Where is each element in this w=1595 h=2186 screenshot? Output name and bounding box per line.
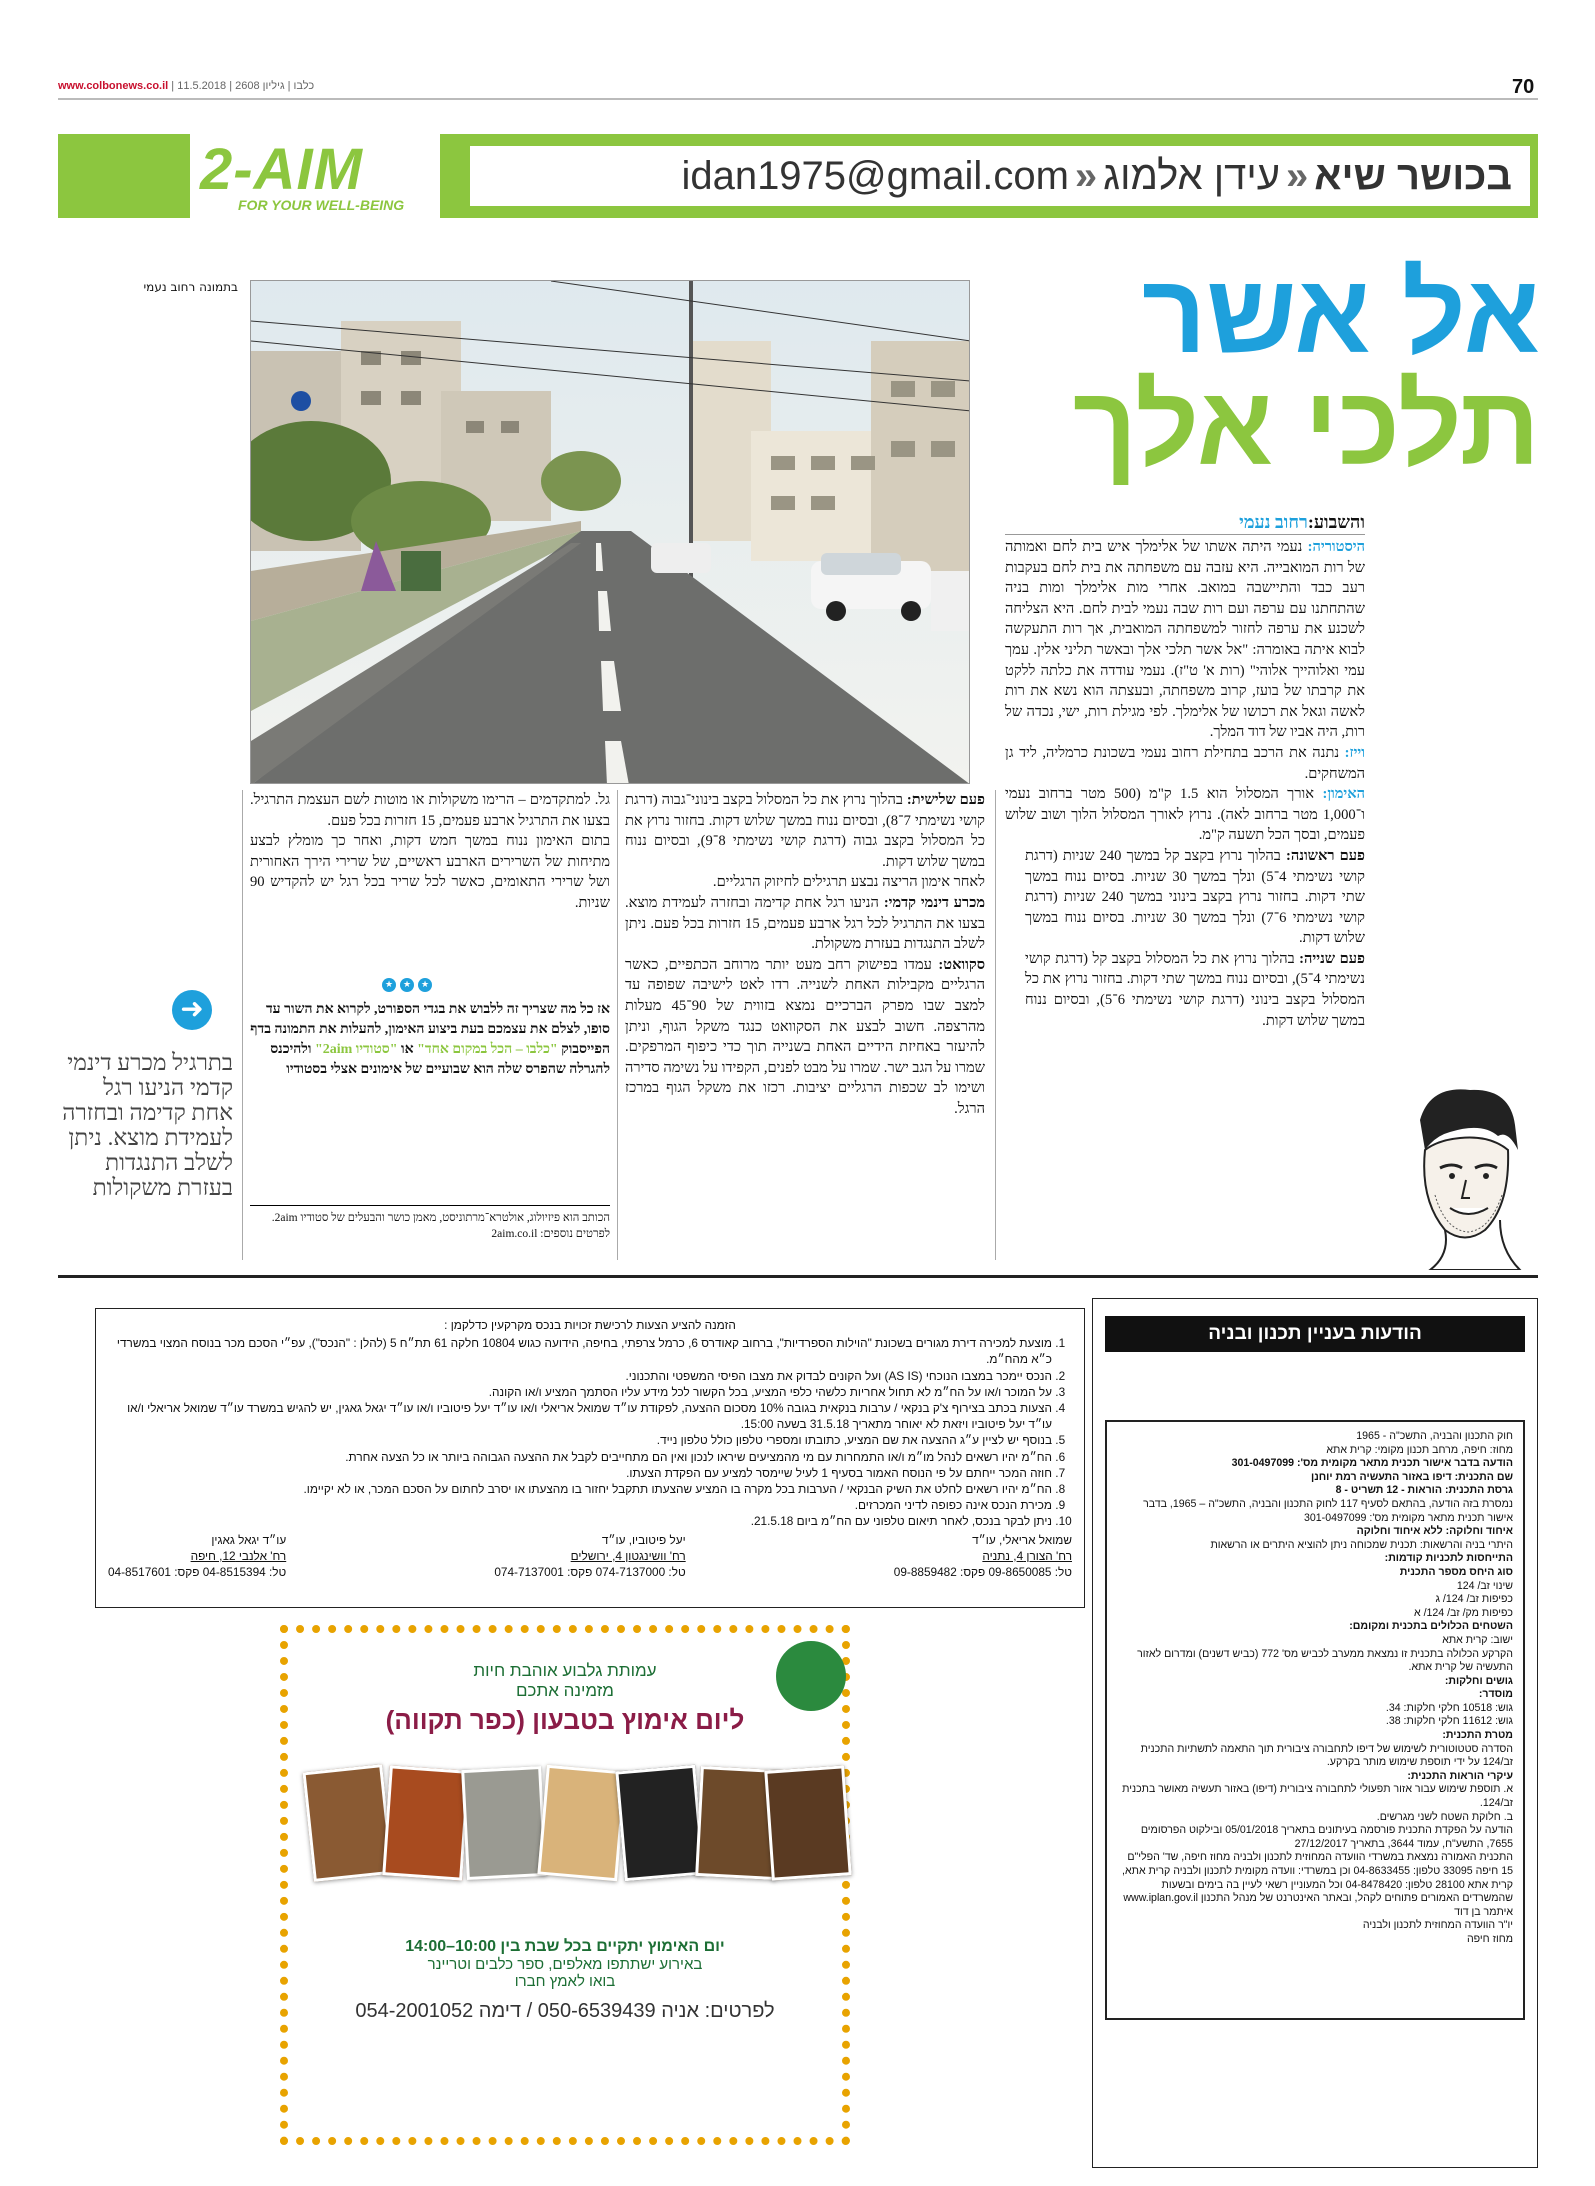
week-street: רחוב נעמי bbox=[1239, 512, 1308, 532]
headline-line-1: אל אשר bbox=[1141, 251, 1540, 376]
facebook-page-1[interactable]: "כלבו – הכל במקום אחד" bbox=[417, 1042, 558, 1057]
closing-text: אז כל מה שצריך זה ללבוש את בגדי הספורט, לקרוא את השור עד סופו, לצלם את עצמכם בעת ביצוע האימון, להעלות את התמונה בדף הפייסבוק bbox=[250, 1002, 610, 1057]
photo-credit: בתמונה רחוב נעמי bbox=[143, 280, 238, 294]
squat-text: עמדו בפישוק רחב מעט יותר מרוחב הכתפיים, כאשר הרגליים מקבילות האחת לשנייה. רדו לאט לישיבה שפופה עד למצב שבו מפרק הברכיים נמצא בזווית של 90־45 מעלות מהרצפה. חשוב לבצע את הסקוואט כנגד משקל הגוף, וניתן להיעזר באחיזת הידיים האחת בשנייה תוך כדי כיפוף המרפקים. שמרו על הגב ישר. שמרו על מבט לפנים, הקפידו על נשימה סדירה ושימו לב שכפות הרגליים יציבות. רכזו את משקל הגוף במרכז הרגל. bbox=[625, 956, 985, 1117]
notice-line: יו"ר הוועדה המחוזית לתכנון ולבניה bbox=[1362, 1919, 1513, 1932]
signature-name: עו״ד יגאל גאגין bbox=[211, 1532, 287, 1547]
signature-3 bbox=[108, 1532, 286, 1581]
notice-line: שינוי זב/ 124 bbox=[1456, 1579, 1513, 1592]
first-text: בהלוך נרוץ בקצב קל במשך 240 שניות (דרגת קושי נשימתי 4־5) ונלך במשך 30 שניות. בסיום ננוח במשך שתי דקות. בחזור נרוץ בקצב בינוני במשך 240 שניות (דרגת קושי נשימתי 6־7) ונלך במשך 30 שניות. בסיום ננוח במשך שלוש דקות. bbox=[1025, 847, 1365, 947]
signature-1 bbox=[894, 1532, 1072, 1581]
author-email[interactable]: idan1975@gmail.com bbox=[681, 154, 1069, 198]
closing-call-to-action bbox=[250, 1000, 610, 1080]
signature-phone: טל: 09-8650085 פקס: 09-8859482 bbox=[893, 1565, 1072, 1580]
signature-name: יעל פיטוביו, עו״ד bbox=[601, 1532, 686, 1547]
chevron-double-left-icon: « bbox=[1286, 154, 1309, 198]
tender-item: 2. הנכס יימכר במצבו הנוכחי (AS IS) ועל הקונים לבדוק את מצבו הפיסי המשפטי והתכנוני. bbox=[108, 1368, 1052, 1384]
ad-event: ליום אימוץ בטבעון (כפר תקווה) bbox=[385, 1705, 745, 1735]
site-meta bbox=[58, 80, 314, 92]
notice-line: מוסדר: bbox=[1478, 1688, 1513, 1701]
col3-paragraph-2: בתום האימון ננוח במשך חמש דקות, ואחר כך מומלץ לבצע מתיחות של השרירים הארבע ראשיים, של שרירי הירך האחורית ושל שרירי התאומים, כאשר לכל שריר בכל רגל יש להקדיש 90 שניות. bbox=[250, 833, 610, 911]
second-text: בהלוך נרוץ את כל המסלול בקצב קל (דרגת קושי נשימתי 4־5), ובסיום ננוח במשך שתי דקות. בחזור נרוץ את כל המסלול בקצב בינוני (דרגת קושי נשימתי 6־5), ובסיום ננוח במשך שלוש דקות. bbox=[1025, 950, 1366, 1029]
dog-photo bbox=[537, 1765, 626, 1882]
col3-paragraph: גל. למתקדמים – הרימו משקולות או מוטות לשם העצמת התרגיל. בצעו את התרגיל ארבע פעמים, 15 חזרות בכל פעם. bbox=[250, 792, 610, 829]
waze-label: וייז: bbox=[1344, 744, 1365, 761]
bottom-separator bbox=[58, 1275, 1538, 1278]
column-divider bbox=[617, 790, 618, 1260]
waze-text: נתנה את הרכב בתחילת רחוב נעמי בשכונת כרמליה, ליד גן המשחקים. bbox=[1005, 744, 1365, 782]
author-portrait bbox=[1390, 1080, 1540, 1270]
article-column-3 bbox=[250, 790, 610, 914]
article-column-1 bbox=[1005, 510, 1365, 1031]
tender-item: 5. בנוסף יש לציין ע״ג ההצעה את שם המציע, כתובתו ומספרי טלפון כולל טלפון נייד. bbox=[108, 1432, 1052, 1448]
signature-name: שמואל אריאלי, עו״ד bbox=[972, 1532, 1072, 1547]
notice-line: ב. חלוקת השטח לשני מגרשים. bbox=[1376, 1810, 1513, 1823]
ad-invite: מזמינה אתכם bbox=[516, 1681, 614, 1700]
notice-line: הקרקע הכלולה בתכנית זו נמצאת ממערב לכביש מס' 772 (כביש דשנים) ומדרום לאזור התעשיה של קרית אתא. bbox=[1137, 1647, 1513, 1674]
top-rule bbox=[58, 98, 1538, 100]
cat-photo bbox=[615, 1765, 704, 1882]
cat-photo bbox=[461, 1766, 547, 1880]
squat-label: סקוואט: bbox=[938, 956, 986, 973]
third-label: פעם שלישית: bbox=[906, 792, 985, 808]
signature-address: רח' אלנבי 12, חיפה bbox=[190, 1548, 287, 1563]
notice-line: גוש: 10518 חלקי חלקות: 34. bbox=[1385, 1701, 1513, 1714]
signature-phone: טל: 04-8515394 פקס: 04-8517601 bbox=[108, 1565, 287, 1580]
tender-item: 4. הצעות בכתב בצירוף צ'ק בנקאי / ערבות בנקאית בגובה 10% מסכום ההצעה, לפקודת עו״ד שמואל אריאלי ו/או עו״ד יעל פיטוביו ו/או עו״ד יגאל גאגין, יש להגיש במשרד עו״ד שמואל אריאלי ו/או עו״ד יעל פיטוביו ויזאת לא יאוחר מתאריך 31.5.18 בשעה 15:00. bbox=[108, 1400, 1052, 1432]
dog-photo bbox=[382, 1765, 469, 1880]
notice-line: סוג היחס מספר התכנית bbox=[1399, 1565, 1513, 1578]
page-number: 70 bbox=[1512, 76, 1535, 98]
ad-organization: עמותת גלבוע אוהבת חיות bbox=[473, 1661, 657, 1680]
dynamic-text: הניעו רגל אחת קדימה ובחזרה לעמידת מוצא. בצעו את התרגיל לכל רגל ארבע פעמים, 15 חזרות בכל פעם. ניתן לשלב התנגדות בעזרת משקולת. bbox=[625, 894, 985, 953]
tender-notice bbox=[95, 1308, 1085, 1608]
tender-item: 7. חוזה המכר ייחתם על פי הנוסח האמור בסעיף 1 לעיל שיימסר למציע עם הפקדת הצעתו. bbox=[108, 1465, 1052, 1481]
third-round-paragraph bbox=[625, 790, 985, 872]
section-name: בכושר שיא bbox=[1314, 154, 1512, 198]
workout-label: האימון: bbox=[1322, 786, 1366, 803]
notice-line: נמסרת בזה הודעה, בהתאם לסעיף 117 לחוק התכנון והבניה, התשכ"ה – 1965, בדבר אישור תכנית מתאר מקומית מס': 301-0497099 bbox=[1143, 1497, 1513, 1524]
facebook-page-2[interactable]: "סטודיו 2aim" bbox=[314, 1042, 398, 1057]
notice-line: הודעה על הפקדת התכנית פורסמה בעיתונים בתאריך 05/01/2018 ובילקוט הפרסומים 7655, התשע"ח, עמוד 3644, בתאריך 27/12/2017 bbox=[1140, 1824, 1513, 1850]
ad-contact: לפרטים: אניה 050-6539439 / דימה 054-2001052 bbox=[355, 2000, 775, 2022]
issue-info: | כלבו | גיליון 2608 | 11.5.2018 bbox=[171, 80, 315, 92]
banner-title bbox=[470, 146, 1530, 206]
notice-line: א. תוספת שימוש עבור אזור תפעולי לתחבורה ציבורית (דיפו) באזור תעשיה מאושר בתכנית זב/124. bbox=[1122, 1783, 1513, 1810]
tender-title: הזמנה להציע הצעות לרכישת זכויות בנכס מקרקעין כדלקמן : bbox=[444, 1318, 736, 1332]
author-name: עידן אלמוג bbox=[1103, 154, 1281, 198]
first-label: פעם ראשונה: bbox=[1285, 847, 1365, 864]
tender-item: 6. הח״מ יהיו רשאים לנהל מו״מ ו/או התמחרות עם מי מהמציעים שיראו לנכון ואין הם מתחייבים לקבל את ההצעה הגבוהה ביותר או כל הצעה אחרת. bbox=[108, 1449, 1052, 1465]
notice-line: התכנית האמורה נמצאת במשרדי הוועדה המחוזית לתכנון ולבניה מחוז חיפה, שד' הפלי"ם 15 חיפה 33095 טלפון: 04-8633455 וכן במשרדי: וועדה מקומית לתכנון ולבניה קרית אתא, קרית אתא 28100 טלפון: 04-8478420 וכל המעוניין רשאי לעיין בה בימים ובשעות שהמשרדים האמורים פתוחים לקהל, ובאתר האינטרנט של מנהל התכנון www.iplan.gov.il bbox=[1122, 1851, 1513, 1905]
notice-line: גוש: 11612 חלקי חלקות: 38. bbox=[1385, 1715, 1513, 1728]
tender-items bbox=[108, 1335, 1072, 1529]
brand-tagline: FOR YOUR WELL-BEING bbox=[238, 197, 405, 213]
squat-paragraph bbox=[625, 955, 985, 1120]
dog-photo bbox=[302, 1764, 393, 1882]
planning-notices-title: הודעות בעניין תכנון ובניה bbox=[1105, 1316, 1525, 1352]
workout-text: אורך המסלול הוא 1.5 ק"מ (500 מטר ברחוב נעמי ו־1,000 מטר ברחוב לאה). נרוץ לאורך המסלול הלוך ושוב שלוש פעמים, ובסך הכל תשעה ק"מ. bbox=[1005, 786, 1365, 844]
column-divider bbox=[995, 790, 996, 1260]
notice-line: כפיפות מק/ זב/ 124/ א bbox=[1413, 1606, 1513, 1619]
signature-address: רח' הצורן 4, נתניה bbox=[982, 1548, 1072, 1563]
notice-line: איחוד וחלוקה: ללא איחוד וחלוקה bbox=[1356, 1525, 1513, 1538]
site-url: www.colbonews.co.il bbox=[58, 80, 169, 92]
writer-bio: הכותב הוא פיזיולוג, אולטרא־מרתוניסט, מאמן כושר והבעלים של סטודיו 2aim. לפרטים נוספים: 2aim.co.il bbox=[250, 1205, 610, 1242]
week-label: והשבוע: bbox=[1307, 512, 1365, 532]
arrow-right-icon: ➜ bbox=[172, 990, 212, 1030]
dynamic-label: מכרע דינמי קדמי: bbox=[883, 894, 985, 911]
tender-item: 10. ניתן לבקר בנכס, לאחר תיאום טלפוני עם הח״מ ביום 21.5.18. bbox=[108, 1513, 1052, 1529]
second-label: פעם שנייה: bbox=[1299, 950, 1365, 967]
signature-phone: טל: 074-7137000 פקס: 074-7137001 bbox=[494, 1565, 686, 1580]
pet-photos bbox=[298, 1748, 832, 1938]
star-icon: ★ bbox=[418, 978, 432, 992]
dynamic-paragraph bbox=[625, 893, 985, 955]
article-column-2 bbox=[625, 790, 985, 1120]
notice-line: השטחים הכלולים בתכנית ומקומם: bbox=[1349, 1620, 1513, 1633]
third-text: בהלוך נרוץ את כל המסלול בקצב בינוני־גבוה (דרגת קושי נשימתי 7־8), ובסיום ננוח במשך שלוש דקות. בחזור נרוץ את כל המסלול בקצב גבוה (דרגת קושי נשימתי 8־9), ובסיום ננוח במשך שלוש דקות. bbox=[625, 792, 985, 870]
tender-item: 1. מוצעת למכירה דירת מגורים בשכונת "הוילות הספרדיות", ברחוב קאודרס 6, כרמל צרפתי, בחיפה, הידועה כגוש 10804 חלקה 61 תת״ח 5 (להלן : "הנכס"), עפ״י הסכם מכר בנוסח המצוי במשרדי כ״א מהח״מ. bbox=[108, 1335, 1052, 1367]
after-paragraph: לאחר אימון הריצה נבצע תרגילים לחיזוק הרגליים. bbox=[712, 874, 985, 891]
paw-logo-icon bbox=[776, 1641, 846, 1711]
history-paragraph bbox=[1005, 537, 1365, 743]
second-round-paragraph bbox=[1025, 949, 1365, 1031]
adoption-ad bbox=[280, 1625, 850, 2145]
notice-line: ישוב: קרית אתא bbox=[1442, 1633, 1513, 1646]
star-icon: ★ bbox=[400, 978, 414, 992]
history-text: נעמי היתה אשתו של אלימלך איש בית לחם ואמותה של רות המואבייה. היא עזבה עם משפחתה את בית לחם בעקבות רעב כבד והתיישבה במואב. אחרי מות אלימלך ומות בניה שהתחתנו עם ערפה ועם רות שבה נעמי לבית לחם. היא הצליחה לשכנע את ערפה לחזור למשפחתה המואבית, אך רות התעקשה לבוא איתה באומרה: "אל אשר תלכי אלך ובאשר תליני אלין. עמך עמי ואלוהייך אלוהי" (רות א' ט"ז). נעמי עודדה את כלתה ללקט את קרבתו של בועז, קרוב משפחתה, ובעצתה הוא נשא את רות לאשה וגאל את רכושו של אלימלך. לפי מגילת רות, ישי, נכדה של רות, היה אביו של דוד המלך. bbox=[1005, 539, 1365, 741]
signature-address: רח' וושינגטון 4, ירושלים bbox=[570, 1548, 686, 1563]
planning-notice bbox=[1105, 1420, 1525, 2020]
closing-end: ולהיכנס להגרלה שהפרס שלה הוא שבועיים של אימונים אצלי בסטודיו bbox=[270, 1042, 610, 1077]
tender-item: 9. מכירת הנכס אינה כפופה לדיני המכרזים. bbox=[108, 1497, 1052, 1513]
notice-line: גרסת התכנית: הוראות - 12 תשריט - 8 bbox=[1335, 1484, 1513, 1497]
workout-paragraph bbox=[1005, 784, 1365, 846]
tender-item: 8. הח״מ יהיו רשאים לחלט את השיק הבנקאי / הערבות בכל מקרה בו המציע שהצעתו תתקבל יחזור בו מהצעתו או יסרב לחתום על הסכם המכר, או לא יקיימו. bbox=[108, 1481, 1052, 1497]
notice-line: היתרי בניה והרשאות: תכנית שמכוחה ניתן להוציא היתרים או הרשאות bbox=[1210, 1538, 1513, 1551]
notice-line: שם התכנית: דיפו באזור התעשיה רמת יוחנן bbox=[1311, 1470, 1513, 1483]
column-divider bbox=[242, 790, 243, 1260]
street-illustration bbox=[251, 281, 970, 784]
history-label: היסטוריה: bbox=[1307, 539, 1365, 555]
notice-line: הסדרה סטטוטורית לשימוש של דיפו לתחבורה ציבורית תוך התאמה לתשתיות התכנית זב/124 על ידי תוספת שימוש מותר בקרקע. bbox=[1140, 1742, 1513, 1769]
waze-paragraph bbox=[1005, 743, 1365, 784]
notice-line: איתמר בן דוד bbox=[1454, 1905, 1513, 1918]
ad-info: באירוע ישתתפו מאלפים, ספר כלבים וטריינר bbox=[427, 1956, 703, 1973]
notice-line: הודעה בדבר אישור תכנית מתאר מקומית מס': 301-0497099 bbox=[1231, 1457, 1513, 1470]
street-photo bbox=[250, 280, 970, 784]
star-icon: ★ bbox=[382, 978, 396, 992]
ad-time: יום האימוץ יתקיים בכל שבת בין 10:00–14:00 bbox=[405, 1938, 725, 1955]
ad-join: בואו לאמץ חברו bbox=[514, 1973, 616, 1990]
notice-line: מחוז: חיפה, מרחב תכנון מקומי: קרית אתא bbox=[1326, 1443, 1513, 1456]
first-round-paragraph bbox=[1025, 846, 1365, 949]
tender-signatures bbox=[108, 1532, 1072, 1581]
headline-line-2: תלכי אלך bbox=[1072, 363, 1540, 488]
author-sketch-icon bbox=[1390, 1080, 1540, 1270]
dog-photo bbox=[764, 1765, 851, 1880]
notice-line: עיקרי הוראות התכנית: bbox=[1407, 1769, 1513, 1782]
sidebar-pull-quote: בתרגיל מכרע דינמי קדמי הניעו רגל אחת קדימה ובחזרה לעמידת מוצא. ניתן לשלב התנגדות בעזרת משקולות bbox=[62, 1050, 233, 1200]
closing-or: או bbox=[401, 1042, 414, 1057]
section-dots bbox=[380, 972, 434, 992]
notice-line: מחוז חיפה bbox=[1466, 1932, 1513, 1945]
notice-line: כפיפות זב/ 124/ ג bbox=[1435, 1593, 1513, 1606]
notice-line: גושים וחלקות: bbox=[1444, 1674, 1513, 1687]
notice-line: מטרת התכנית: bbox=[1442, 1729, 1513, 1742]
tender-item: 3. על המוכר ו/או על הח״מ לא תחול אחריות כלשהי כלפי המציע, בכל הקשור לכל מידע עליו הסתמך המציע ו/או הקונה. bbox=[108, 1384, 1052, 1400]
signature-2 bbox=[494, 1532, 685, 1581]
notice-line: התייחסות לתכניות קודמות: bbox=[1384, 1552, 1513, 1565]
chevron-double-left-icon: « bbox=[1074, 154, 1098, 198]
brand-logo: 2-AIM bbox=[200, 137, 363, 202]
notice-line: חוק התכנון והבניה, התשכ"ה - 1965 bbox=[1356, 1430, 1513, 1442]
week-title bbox=[1005, 510, 1365, 535]
